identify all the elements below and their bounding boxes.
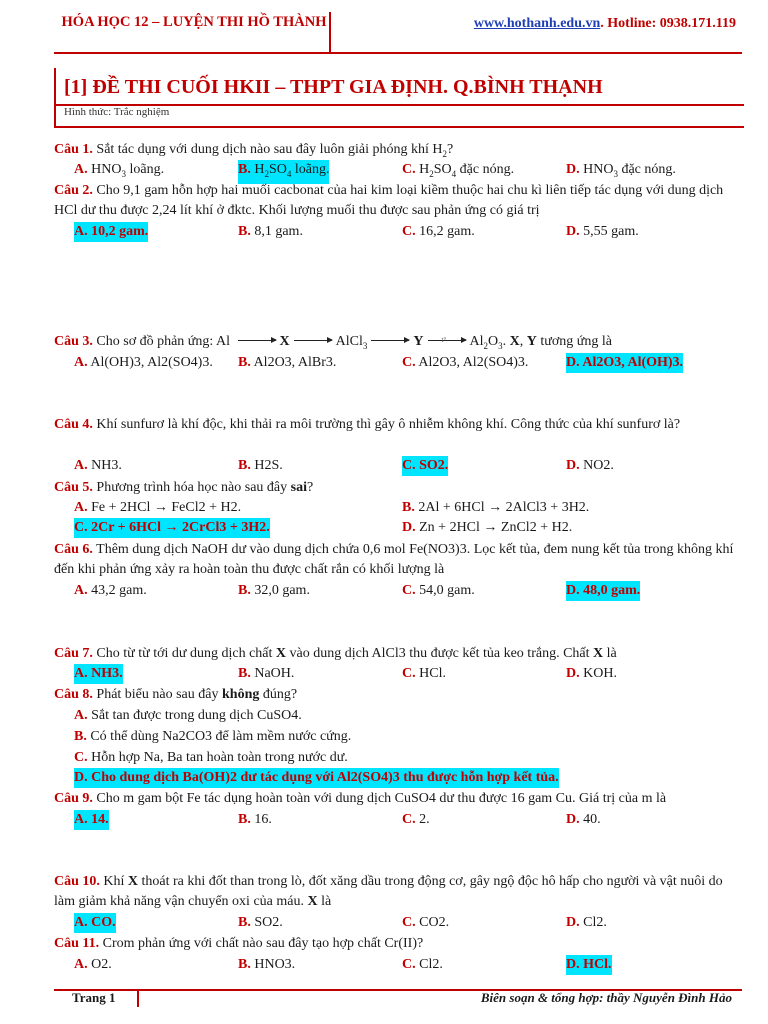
option-letter: B.	[402, 500, 415, 515]
title-box	[54, 68, 744, 128]
hotline: . Hotline: 0938.171.119	[600, 16, 736, 31]
option-text: H2S.	[250, 458, 283, 473]
option-text: NaOH.	[250, 666, 295, 681]
option-text: Hỗn hợp Na, Ba tan hoàn toàn trong nước dư.	[87, 750, 348, 765]
option-text: Cl2.	[579, 915, 607, 930]
option-text: O2.	[87, 957, 112, 972]
variable-x: X	[127, 874, 139, 889]
option-letter: C.	[74, 750, 88, 765]
option-letter: D.	[566, 812, 580, 827]
variable-y: Y	[526, 334, 537, 349]
option-text: 16.	[250, 812, 272, 827]
option-letter: A.	[74, 583, 88, 598]
question-5	[54, 478, 744, 498]
option-b[interactable]	[238, 664, 294, 684]
question-number: Câu 8.	[54, 687, 93, 702]
option-d-correct[interactable]: D. HCl.	[566, 955, 612, 975]
option-letter: C.	[402, 666, 416, 681]
question-2	[54, 181, 744, 221]
question-text: .	[502, 334, 510, 349]
question-text: thoát ra khi đốt than trong lò, đốt xăng dầu trong động cơ, gây ngộ độc hô hấp cho người và vật nuôi do làm giảm khả năng vận chuyển oxi của máu.	[54, 874, 723, 909]
option-text: Sắt tan được trong dung dịch CuSO4.	[87, 708, 302, 723]
question-4	[54, 415, 744, 435]
option-text: HNO	[91, 162, 122, 177]
option-text: H	[254, 162, 265, 177]
subscript: 2	[442, 148, 447, 159]
option-c-correct[interactable]: C. 2Cr + 6HCl → 2CrCl3 + 3H2.	[74, 518, 270, 538]
option-text: 2Al + 6HCl → 2AlCl3 + 3H2.	[414, 500, 590, 515]
option-text: 40.	[579, 812, 601, 827]
option-b[interactable]	[238, 456, 283, 476]
option-letter: B.	[238, 666, 251, 681]
option-text: HNO	[583, 162, 614, 177]
option-text: Zn + 2HCl → ZnCl2 + H2.	[415, 520, 573, 535]
option-c[interactable]	[402, 810, 430, 830]
option-letter: C.	[402, 915, 416, 930]
option-a-correct[interactable]: A. NH3.	[74, 664, 123, 684]
option-c-correct[interactable]: C. SO2.	[402, 456, 448, 476]
arrow-icon	[294, 340, 332, 341]
option-letter: D.	[566, 162, 580, 177]
question-number: Câu 9.	[54, 791, 93, 806]
question-number: Câu 1.	[54, 142, 93, 157]
question-number: Câu 5.	[54, 480, 93, 495]
option-b[interactable]	[402, 498, 589, 518]
option-b[interactable]	[238, 955, 295, 975]
option-d-correct[interactable]: D. Al2O3, Al(OH)3.	[566, 353, 683, 373]
option-letter: B.	[238, 355, 251, 370]
option-letter: B.	[74, 729, 87, 744]
option-text: H	[419, 162, 430, 177]
subscript: 2	[483, 340, 488, 351]
footer-author: Biên soạn & tổng hợp: thầy Nguyễn Đình Hảo	[480, 990, 732, 1005]
option-letter: B.	[238, 224, 251, 239]
option-a-correct[interactable]: A. 14.	[74, 810, 109, 830]
option-c[interactable]	[74, 748, 348, 768]
option-b[interactable]	[238, 353, 336, 373]
question-7	[54, 644, 744, 664]
question-text: Cho 9,1 gam hỗn hợp hai muối cacbonat của hai kim loại kiềm thuộc hai chu kì liên tiếp tác dụng với dung dịch HCl dư thu được 2,24 lít khí ở đktc. Khối lượng muối thu được sau phản ứng có giá trị	[54, 183, 724, 218]
option-c[interactable]	[402, 913, 449, 933]
option-a[interactable]	[74, 456, 122, 476]
question-text: Thêm dung dịch NaOH dư vào dung dịch chứa 0,6 mol Fe(NO3)3. Lọc kết tủa, đem nung kết tủa trong không khí đến khi phản ứng xảy ra hoàn toàn thu được chất rắn có khối lượng là	[54, 542, 734, 577]
option-text: 2.	[415, 812, 430, 827]
option-b[interactable]	[238, 810, 272, 830]
question-text: Cho từ từ tới dư dung dịch chất	[92, 646, 276, 661]
option-text: Al2O3, Al2(SO4)3.	[415, 355, 529, 370]
question-text: O	[488, 334, 499, 349]
heat-label: t°	[441, 336, 447, 344]
question-text: Khí	[99, 874, 128, 889]
option-c[interactable]	[402, 222, 475, 242]
option-text: 5,55 gam.	[579, 224, 639, 239]
option-letter: A.	[74, 355, 88, 370]
question-text: Sắt tác dụng với dung dịch nào sau đây luôn giải phóng khí H	[92, 142, 443, 157]
header-divider	[329, 12, 331, 54]
question-9	[54, 789, 744, 809]
option-letter: C.	[402, 812, 416, 827]
question-text: AlCl	[335, 334, 363, 349]
subscript: 4	[451, 168, 457, 179]
question-text: tương ứng là	[536, 334, 612, 349]
option-text: HCl.	[415, 666, 446, 681]
option-letter: A.	[74, 458, 88, 473]
option-b[interactable]	[238, 222, 303, 242]
question-text: Khí sunfurơ là khí độc, khi thải ra môi trường thì gây ô nhiễm không khí. Công thức của khí sunfurơ là?	[92, 417, 681, 432]
option-text: CO2.	[415, 915, 450, 930]
option-text: đặc nóng.	[456, 162, 515, 177]
option-a[interactable]	[74, 581, 147, 601]
option-text: đặc nóng.	[617, 162, 676, 177]
option-d[interactable]	[566, 810, 601, 830]
option-letter: D.	[566, 458, 580, 473]
variable-x: X	[593, 646, 604, 661]
option-b[interactable]	[74, 727, 351, 747]
option-c[interactable]	[402, 353, 528, 373]
option-d[interactable]	[566, 664, 617, 684]
option-letter: D.	[566, 666, 580, 681]
option-letter: C.	[402, 355, 416, 370]
question-6	[54, 540, 744, 580]
option-text: 8,1 gam.	[250, 224, 303, 239]
option-text: 32,0 gam.	[250, 583, 310, 598]
question-11	[54, 934, 744, 954]
option-d[interactable]	[402, 518, 572, 538]
option-a[interactable]	[74, 955, 112, 975]
question-text: ,	[519, 334, 527, 349]
option-letter: B.	[238, 812, 251, 827]
option-a-correct[interactable]: A. CO.	[74, 913, 116, 933]
option-b[interactable]	[238, 913, 283, 933]
subscript: 3	[498, 340, 503, 351]
question-number: Câu 6.	[54, 542, 93, 557]
option-text: KOH.	[579, 666, 617, 681]
question-text: Cho sơ đồ phản ứng: Al	[92, 334, 234, 349]
option-letter: B.	[238, 915, 251, 930]
option-a[interactable]	[74, 498, 241, 518]
option-text: NO2.	[579, 458, 614, 473]
option-letter: A.	[74, 500, 88, 515]
option-letter: C.	[402, 224, 416, 239]
option-c[interactable]	[402, 955, 443, 975]
option-letter: C.	[402, 957, 416, 972]
option-text: Cl2.	[415, 957, 443, 972]
option-text: loãng.	[125, 162, 165, 177]
option-text: HNO3.	[250, 957, 296, 972]
subscript: 2	[429, 168, 434, 179]
question-text: Al	[469, 334, 484, 349]
option-d[interactable]	[566, 913, 607, 933]
option-text: 54,0 gam.	[415, 583, 475, 598]
option-text: SO	[268, 162, 287, 177]
option-text: Al(OH)3, Al2(SO4)3.	[87, 355, 213, 370]
page-number: Trang 1	[72, 990, 116, 1005]
subscript: 3	[613, 168, 618, 179]
option-text: NH3.	[87, 458, 122, 473]
question-number: Câu 2.	[54, 183, 93, 198]
question-text: ?	[307, 480, 314, 495]
option-text: 43,2 gam.	[87, 583, 147, 598]
question-text: ?	[446, 142, 454, 157]
option-a[interactable]	[74, 706, 302, 726]
option-letter: D.	[402, 520, 416, 535]
option-a-correct[interactable]: A. 10,2 gam.	[74, 222, 148, 242]
option-b[interactable]	[238, 581, 310, 601]
website-link[interactable]: www.hothanh.edu.vn	[473, 16, 601, 31]
question-10	[54, 872, 744, 912]
question-text: đúng?	[259, 687, 298, 702]
question-number: Câu 11.	[54, 936, 100, 951]
question-text: là	[317, 894, 332, 909]
subscript: 4	[286, 168, 292, 179]
option-a[interactable]	[74, 353, 213, 373]
option-letter: D.	[566, 915, 580, 930]
option-d[interactable]	[566, 222, 639, 242]
arrow-icon	[238, 340, 276, 341]
header-school-title: HÓA HỌC 12 – LUYỆN THI HỒ THÀNH	[61, 14, 327, 30]
option-letter: C.	[402, 583, 416, 598]
option-text: 16,2 gam.	[415, 224, 475, 239]
variable-x: X	[279, 334, 290, 349]
option-d[interactable]	[566, 456, 614, 476]
emphasis: sai	[290, 480, 307, 495]
option-c[interactable]	[402, 664, 446, 684]
header-rule	[54, 52, 742, 54]
option-letter: B.	[238, 583, 251, 598]
question-number: Câu 4.	[54, 417, 93, 432]
question-text: Phát biểu nào sau đây	[92, 687, 222, 702]
question-text: Crom phản ứng với chất nào sau đây tạo hợp chất Cr(II)?	[99, 936, 424, 951]
option-c[interactable]	[402, 581, 475, 601]
option-letter: B.	[238, 162, 251, 177]
option-text: loãng.	[291, 162, 330, 177]
option-letter: A.	[74, 162, 88, 177]
option-letter: A.	[74, 708, 88, 723]
option-letter: B.	[238, 957, 251, 972]
question-number: Câu 3.	[54, 334, 93, 349]
option-text: Có thể dùng Na2CO3 để làm mềm nước cứng.	[86, 729, 352, 744]
question-number: Câu 7.	[54, 646, 93, 661]
question-text: vào dung dịch AlCl3 thu được kết tủa keo trắng. Chất	[286, 646, 594, 661]
variable-x: X	[509, 334, 520, 349]
option-letter: B.	[238, 458, 251, 473]
option-text: Fe + 2HCl → FeCl2 + H2.	[87, 500, 242, 515]
footer-divider	[137, 989, 139, 1007]
subscript: 2	[264, 168, 269, 179]
option-text: SO	[433, 162, 452, 177]
option-letter: D.	[566, 224, 580, 239]
emphasis: không	[222, 687, 260, 702]
question-text: Phương trình hóa học nào sau đây	[92, 480, 291, 495]
option-text: SO2.	[250, 915, 283, 930]
subscript: 3	[362, 340, 368, 351]
option-text: Al2O3, AlBr3.	[250, 355, 337, 370]
page-title: [1] ĐỀ THI CUỐI HKII – THPT GIA ĐỊNH. Q.BÌNH THẠNH	[64, 76, 603, 98]
question-8	[54, 685, 744, 705]
question-text: Cho m gam bột Fe tác dụng hoàn toàn với dung dịch CuSO4 dư thu được 16 gam Cu. Giá trị của m là	[92, 791, 667, 806]
subscript: 3	[121, 168, 126, 179]
option-letter: A.	[74, 957, 88, 972]
option-d-correct[interactable]: D. 48,0 gam.	[566, 581, 640, 601]
question-text: là	[603, 646, 617, 661]
variable-y: Y	[413, 334, 424, 349]
header-contact	[474, 16, 736, 32]
arrow-icon	[428, 336, 466, 344]
question-number: Câu 10.	[54, 874, 100, 889]
subtitle: Hình thức: Trắc nghiệm	[64, 106, 170, 118]
arrow-icon	[371, 340, 409, 341]
variable-x: X	[307, 894, 318, 909]
option-d-correct[interactable]: D. Cho dung dịch Ba(OH)2 dư tác dụng với Al2(SO4)3 thu được hỗn hợp kết tủa.	[74, 768, 559, 788]
variable-x: X	[275, 646, 287, 661]
option-letter: C.	[402, 162, 416, 177]
